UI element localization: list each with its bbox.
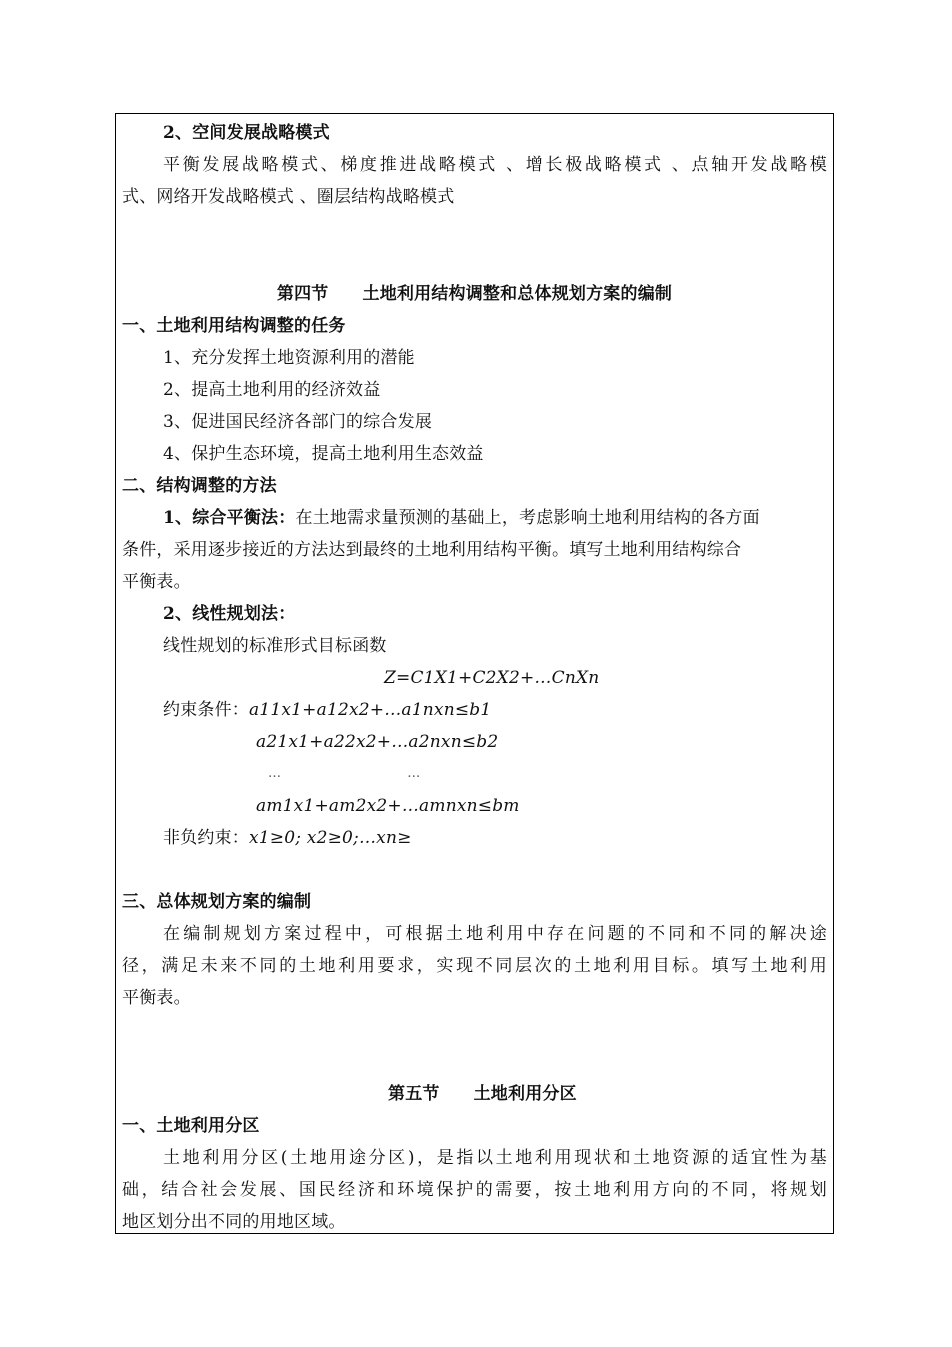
ellipsis-right: … — [407, 766, 421, 781]
method1-label: 1、综合平衡法： — [163, 508, 296, 528]
constraint-eq: a11x1+a12x2+…a1nxn≤b1 — [249, 700, 492, 720]
method1-text: 在土地需求量预测的基础上，考虑影响土地利用结构的各方面 — [295, 508, 760, 528]
method2-label: 2、线性规划法： — [163, 604, 296, 624]
strategy-heading: 2、空间发展战略模式 — [163, 123, 330, 143]
section4-title-text: 土地利用结构调整和总体规划方案的编制 — [362, 284, 673, 304]
section4-heading-2: 二、结构调整的方法 — [122, 476, 277, 496]
section5-heading-1: 一、土地利用分区 — [122, 1116, 260, 1136]
constraint-eq: am1x1+am2x2+…amnxn≤bm — [256, 796, 520, 816]
plan-paragraph-line: 平衡表。 — [122, 988, 191, 1008]
strategy-paragraph-line: 式、网络开发战略模式 、圈层结构战略模式 — [122, 187, 455, 207]
constraint-label: 约束条件： — [163, 700, 249, 720]
section5-title — [116, 1084, 833, 1104]
ellipsis-left: … — [268, 766, 282, 781]
method1-line — [116, 508, 833, 528]
constraint-eq: a21x1+a22x2+…a2nxn≤b2 — [256, 732, 499, 752]
nonneg-line — [116, 828, 833, 848]
nonneg-eq: x1≥0; x2≥0;…xn≥ — [249, 828, 412, 848]
section4-heading-3: 三、总体规划方案的编制 — [122, 892, 312, 912]
plan-paragraph-line: 在编制规划方案过程中，可根据土地利用中存在问题的不同和不同的解决途 — [163, 924, 827, 944]
constraint-ellipsis — [116, 764, 833, 784]
section5-number: 第五节 — [388, 1084, 440, 1104]
zoning-paragraph-line: 土地利用分区(土地用途分区)，是指以土地利用现状和土地资源的适宜性为基 — [163, 1148, 827, 1168]
method1-line: 条件，采用逐步接近的方法达到最终的土地利用结构平衡。填写土地利用结构综合 — [122, 540, 742, 560]
task-item: 2、提高土地利用的经济效益 — [163, 380, 381, 400]
task-item: 4、保护生态环境，提高土地利用生态效益 — [163, 444, 484, 464]
section4-title — [116, 284, 833, 304]
zoning-paragraph-line: 地区划分出不同的用地区域。 — [122, 1212, 346, 1232]
strategy-paragraph-line: 平衡发展战略模式、梯度推进战略模式 、增长极战略模式 、点轴开发战略模 — [163, 155, 827, 175]
task-item: 3、促进国民经济各部门的综合发展 — [163, 412, 433, 432]
section5-title-text: 土地利用分区 — [473, 1084, 577, 1104]
task-item: 1、充分发挥土地资源利用的潜能 — [163, 348, 415, 368]
objective-function: Z=C1X1+C2X2+…CnXn — [384, 668, 600, 688]
constraint-line — [116, 700, 833, 720]
section4-number: 第四节 — [276, 284, 329, 304]
method2-line: 线性规划的标准形式目标函数 — [163, 636, 387, 656]
method1-line: 平衡表。 — [122, 572, 191, 592]
section4-heading-1: 一、土地利用结构调整的任务 — [122, 316, 346, 336]
nonneg-label: 非负约束： — [163, 828, 249, 848]
plan-paragraph-line: 径，满足未来不同的土地利用要求，实现不同层次的土地利用目标。填写土地利用 — [122, 956, 827, 976]
document-frame — [115, 113, 834, 1234]
zoning-paragraph-line: 础，结合社会发展、国民经济和环境保护的需要，按土地利用方向的不同，将规划 — [122, 1180, 827, 1200]
